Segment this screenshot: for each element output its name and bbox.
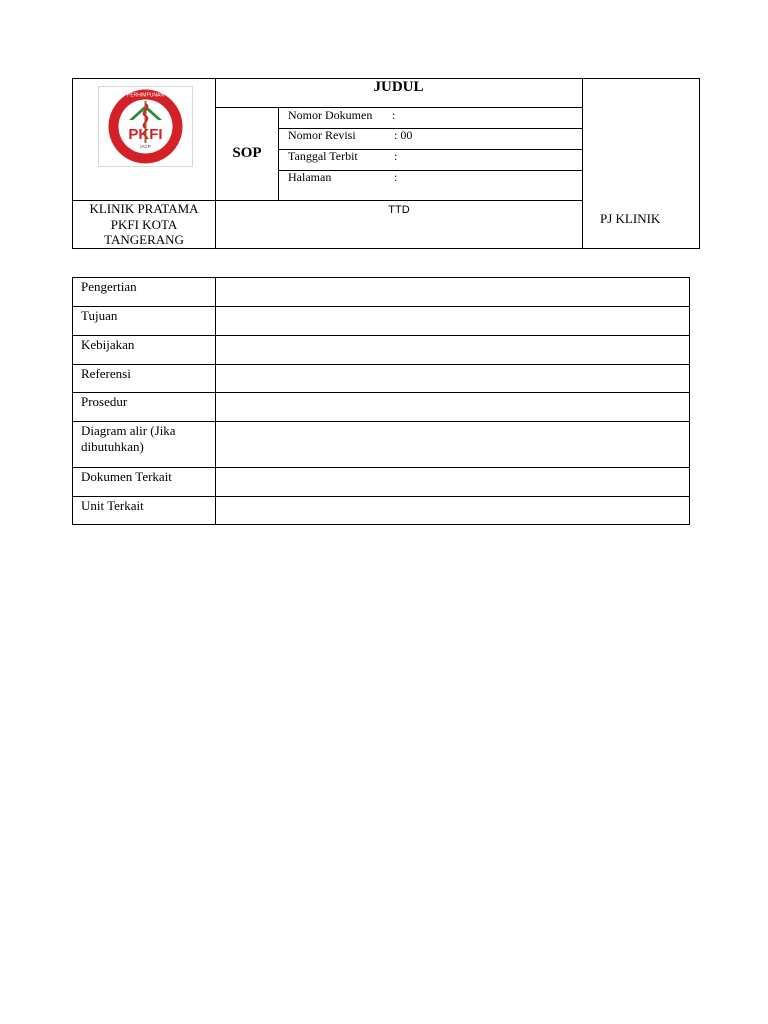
row-divider: [72, 335, 690, 336]
meta-sep: :: [394, 149, 398, 163]
pkfi-logo-icon: [99, 87, 192, 166]
row-label: Diagram alir (Jika: [81, 423, 176, 438]
row-label: Kebijakan: [81, 337, 135, 352]
row-divider: [72, 392, 690, 393]
row-label: dibutuhkan): [81, 439, 144, 454]
clinic-name-line: PKFI KOTA: [110, 216, 178, 232]
logo-frame: [98, 86, 193, 167]
header-divider-title: [215, 107, 582, 108]
row-divider: [72, 467, 690, 468]
row-divider: [72, 496, 690, 497]
meta-sep: :: [394, 170, 398, 184]
row-label: Dokumen Terkait: [81, 469, 172, 484]
doc-type-label: SOP: [232, 145, 262, 161]
pj-klinik-label: PJ KLINIK: [600, 211, 661, 226]
row-divider: [72, 306, 690, 307]
row-label: Unit Terkait: [81, 498, 144, 513]
sections-column-divider: [215, 277, 216, 525]
clinic-name: [73, 201, 215, 248]
meta-label: Nomor Dokumen: [288, 108, 373, 122]
sections-border-left: [72, 277, 73, 525]
sections-border-bottom: [72, 524, 690, 525]
meta-sep: :: [392, 108, 396, 122]
row-divider: [72, 364, 690, 365]
clinic-name-line: KLINIK PRATAMA: [89, 201, 199, 216]
row-label: Tujuan: [81, 308, 118, 323]
logo-arc-text: PERHIMPUNAN: [127, 92, 164, 99]
meta-label: Nomor Revisi: [288, 128, 356, 142]
row-label: Referensi: [81, 366, 131, 381]
meta-label: Tanggal Terbit: [288, 149, 358, 163]
meta-label: Halaman: [288, 170, 332, 184]
header-divider-right: [582, 78, 583, 249]
logo-brand-text: PKFI: [128, 126, 163, 143]
logo-sub-text: IACP: [140, 144, 151, 149]
meta-sep: : 00: [394, 128, 413, 142]
row-label: Prosedur: [81, 394, 128, 409]
clinic-name-line: TANGERANG: [104, 232, 184, 247]
header-border-bottom: [72, 248, 700, 249]
header-border-right: [699, 78, 700, 249]
row-divider: [72, 421, 690, 422]
sections-border-right: [689, 277, 690, 525]
signature-label: TTD: [388, 204, 410, 216]
sections-border-top: [72, 277, 690, 278]
header-divider-sop: [278, 107, 279, 200]
document-title: JUDUL: [373, 79, 424, 95]
row-label: Pengertian: [81, 279, 137, 294]
